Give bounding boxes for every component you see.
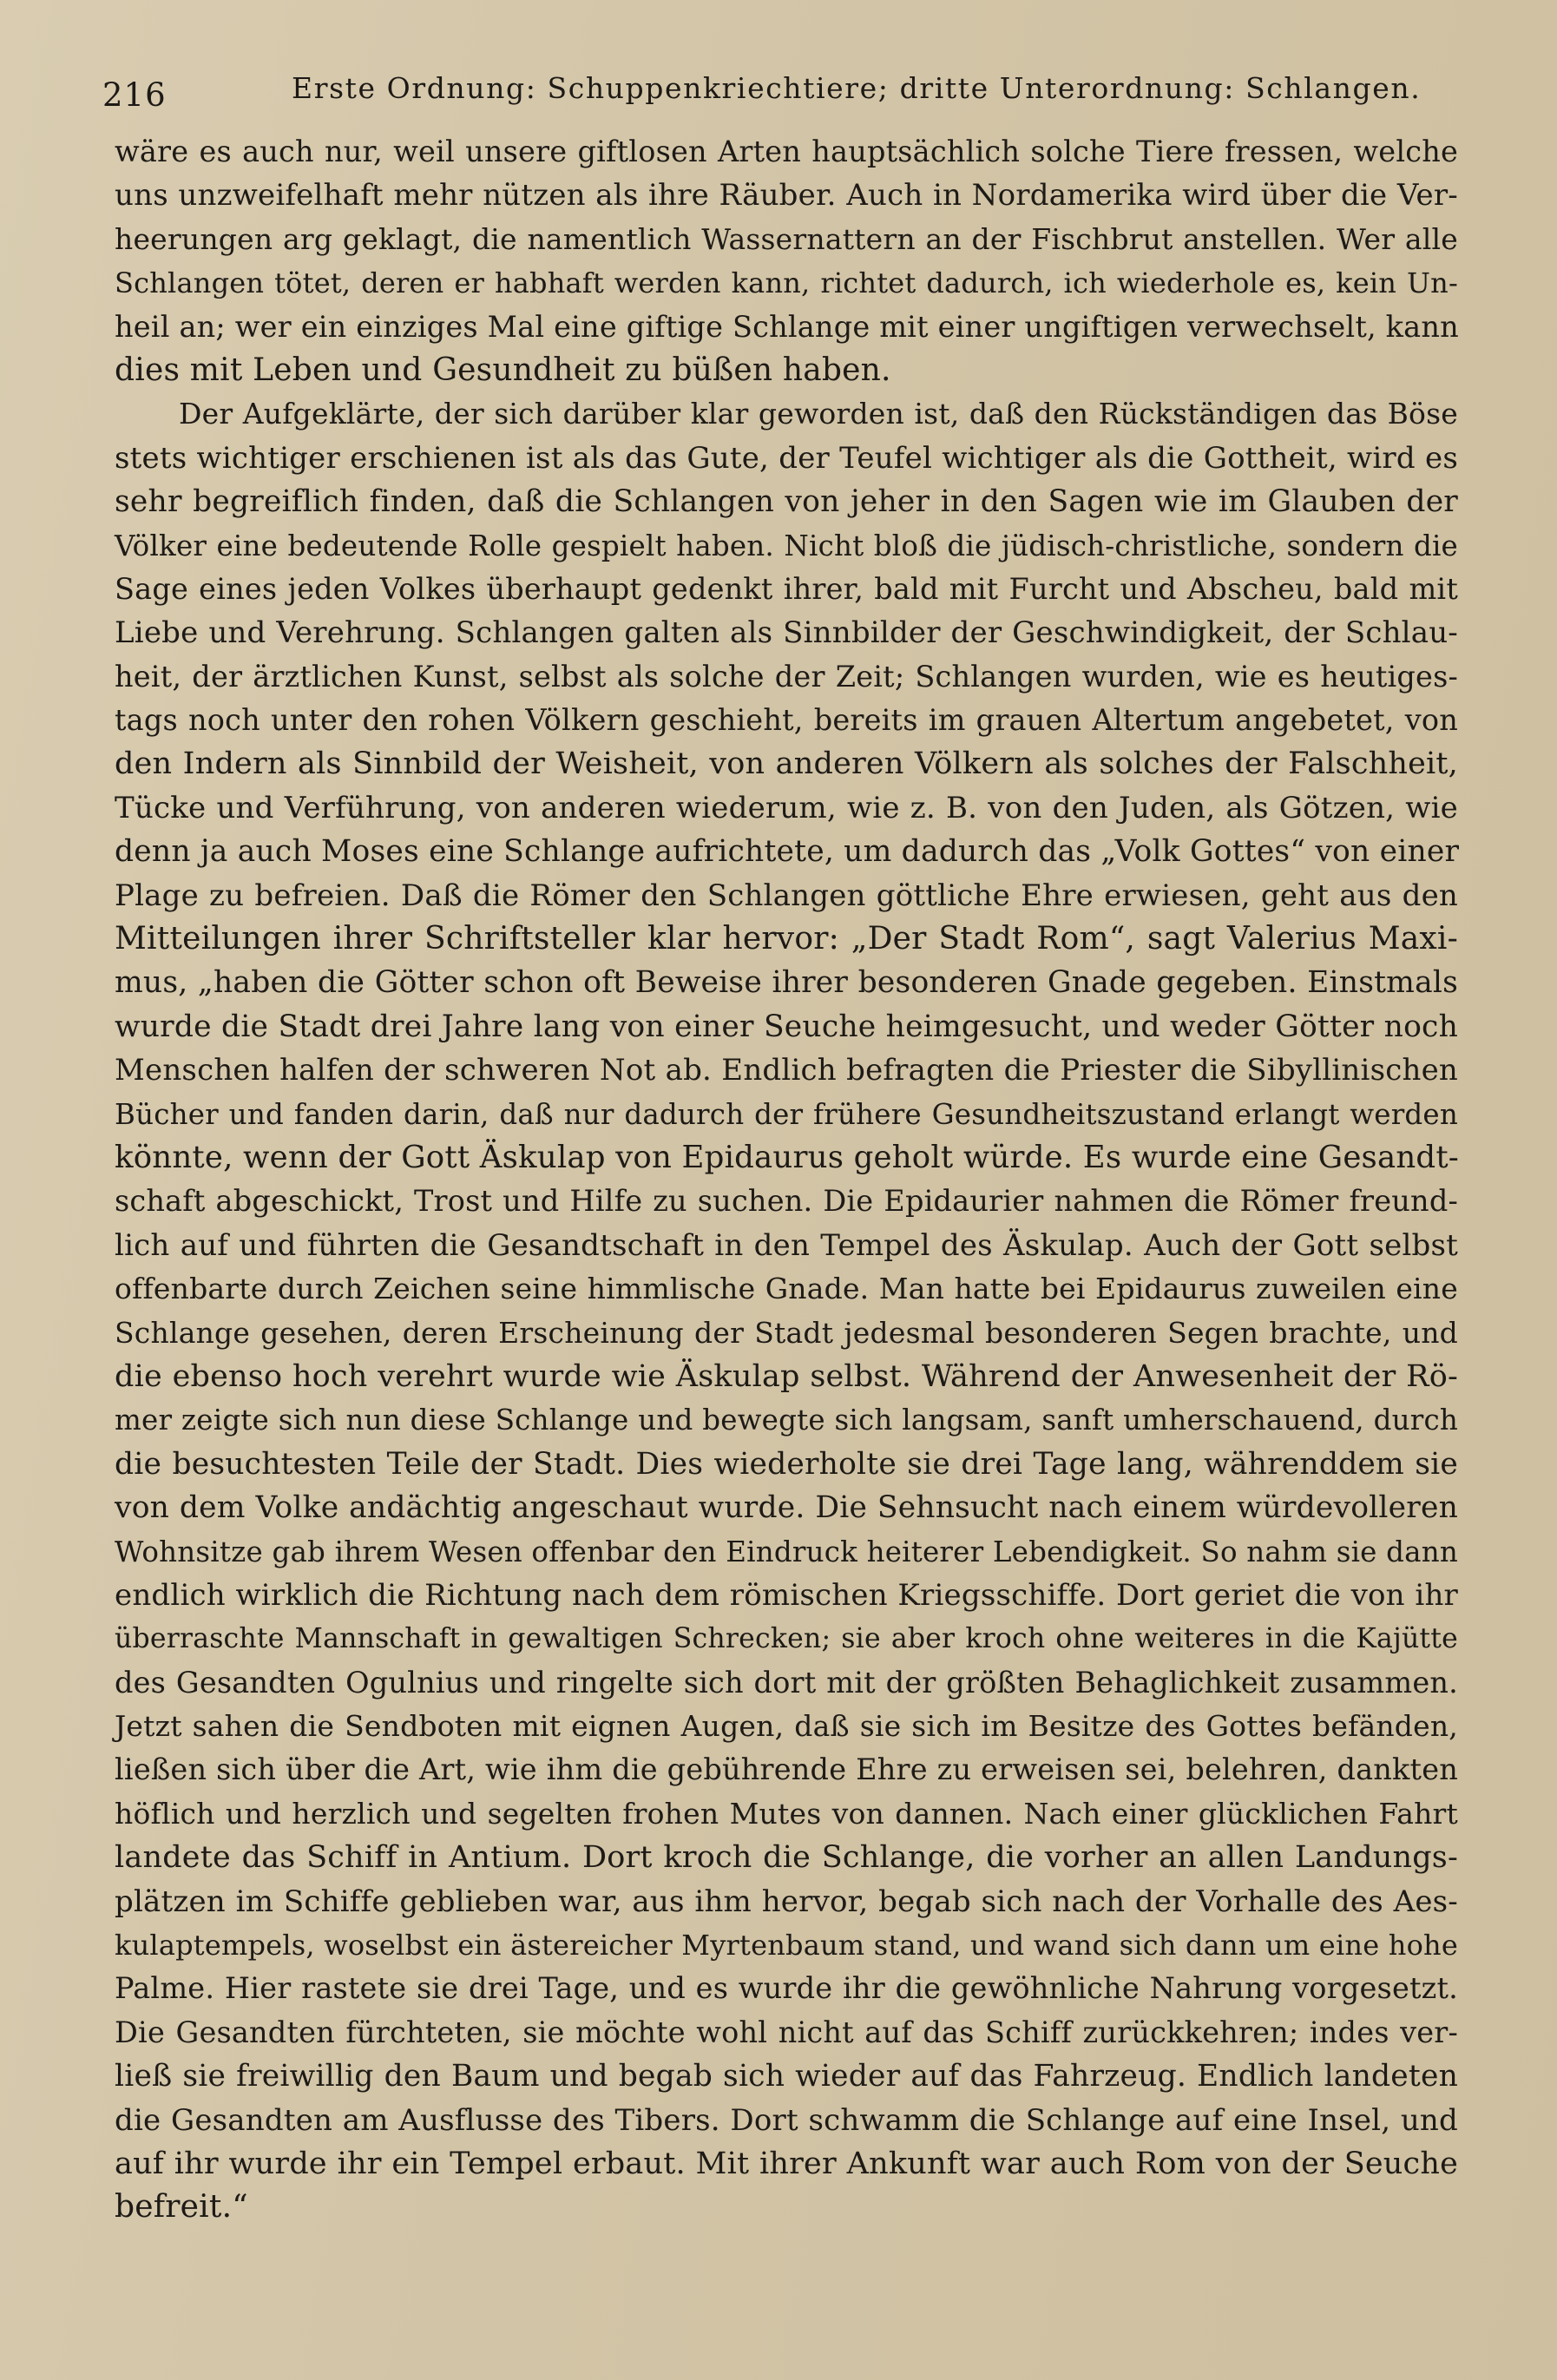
text-line: könnte, wenn der Gott Äskulap von Epidaurus geholt würde. Es wurde eine Gesandt- bbox=[115, 1139, 1459, 1175]
text-line: Schlangen tötet, deren er habhaft werden kann, richtet dadurch, ich wiederhole es, kein Un- bbox=[115, 266, 1458, 300]
paragraph-start-line: Der Aufgeklärte, der sich darüber klar geworden ist, daß den Rückständigen das Böse bbox=[179, 397, 1458, 431]
text-line: höflich und herzlich und segelten frohen Mutes von dannen. Nach einer glücklichen Fahrt bbox=[115, 1796, 1458, 1831]
body-text bbox=[115, 130, 1458, 2230]
text-line: schaft abgeschickt, Trost und Hilfe zu suchen. Die Epidaurier nahmen die Römer freund- bbox=[115, 1184, 1458, 1219]
text-line: wurde die Stadt drei Jahre lang von einer Seuche heimgesucht, und weder Götter noch bbox=[115, 1009, 1458, 1044]
text-line: denn ja auch Moses eine Schlange aufrichtete, um dadurch das „Volk Gottes“ von einer bbox=[115, 834, 1460, 870]
text-line: heit, der ärztlichen Kunst, selbst als solche der Zeit; Schlangen wurden, wie es heutiges- bbox=[115, 659, 1458, 694]
text-line: tags noch unter den rohen Völkern geschieht, bereits im grauen Altertum angebetet, von bbox=[115, 703, 1458, 738]
text-line: mus, „haben die Götter schon oft Beweise ihrer besonderen Gnade gegeben. Einstmals bbox=[115, 965, 1458, 1001]
text-line: dies mit Leben und Gesundheit zu büßen haben. bbox=[115, 352, 891, 388]
text-line: uns unzweifelhaft mehr nützen als ihre Räuber. Auch in Nordamerika wird über die Ver- bbox=[115, 178, 1458, 214]
text-line: Mitteilungen ihrer Schriftsteller klar hervor: „Der Stadt Rom“, sagt Valerius Maxi- bbox=[115, 921, 1458, 957]
text-line: Plage zu befreien. Daß die Römer den Schlangen göttliche Ehre erwiesen, geht aus den bbox=[115, 878, 1458, 913]
text-line: stets wichtiger erschienen ist als das Gute, der Teufel wichtiger als die Gottheit, wird es bbox=[115, 440, 1458, 476]
text-line: Wohnsitze gab ihrem Wesen offenbar den Eindruck heiterer Lebendigkeit. So nahm sie dann bbox=[115, 1535, 1458, 1568]
text-line: von dem Volke andächtig angeschaut wurde. Die Sehnsucht nach einem würdevolleren bbox=[115, 1490, 1458, 1526]
text-line: ließen sich über die Art, wie ihm die gebührende Ehre zu erweisen sei, belehren, dankten bbox=[115, 1752, 1458, 1787]
text-line: Menschen halfen der schweren Not ab. Endlich befragten die Priester die Sibyllinischen bbox=[115, 1053, 1458, 1088]
text-line: wäre es auch nur, weil unsere giftlosen Arten hauptsächlich solche Tiere fressen, welche bbox=[115, 135, 1458, 168]
text-line: kulaptempels, woselbst ein ästereicher Myrtenbaum stand, und wand sich dann um eine hohe bbox=[115, 1929, 1458, 1963]
text-line: endlich wirklich die Richtung nach dem römischen Kriegsschiffe. Dort geriet die von ihr bbox=[115, 1577, 1458, 1613]
text-line: landete das Schiff in Antium. Dort kroch die Schlange, die vorher an allen Landungs- bbox=[115, 1840, 1458, 1876]
page-header bbox=[102, 71, 1456, 123]
text-line: sehr begreiflich finden, daß die Schlangen von jeher in den Sagen wie im Glauben der bbox=[115, 484, 1458, 520]
text-line: befreit.“ bbox=[115, 2189, 248, 2225]
text-line: die Gesandten am Ausflusse des Tibers. Dort schwamm die Schlange auf eine Insel, und bbox=[115, 2102, 1458, 2138]
text-line: Jetzt sahen die Sendboten mit eignen Augen, daß sie sich im Besitze des Gottes befänden, bbox=[115, 1709, 1458, 1744]
text-line: Schlange gesehen, deren Erscheinung der Stadt jedesmal besonderen Segen brachte, und bbox=[115, 1315, 1458, 1350]
text-line: Sage eines jeden Volkes überhaupt gedenkt ihrer, bald mit Furcht und Abscheu, bald mit bbox=[115, 571, 1458, 606]
text-line: heerungen arg geklagt, die namentlich Wassernattern an der Fischbrut anstellen. Wer alle bbox=[115, 221, 1458, 256]
text-line: Palme. Hier rastete sie drei Tage, und es wurde ihr die gewöhnliche Nahrung vorgesetzt. bbox=[115, 1971, 1458, 2006]
text-line: heil an; wer ein einziges Mal eine giftige Schlange mit einer ungiftigen verwechselt, kann bbox=[115, 309, 1459, 344]
text-line: Völker eine bedeutende Rolle gespielt haben. Nicht bloß die jüdisch-christliche, sondern die bbox=[115, 529, 1458, 562]
text-line: überraschte Mannschaft in gewaltigen Schrecken; sie aber kroch ohne weiteres in die Kajütte bbox=[115, 1623, 1458, 1655]
text-line: Liebe und Verehrung. Schlangen galten als Sinnbilder der Geschwindigkeit, der Schlau- bbox=[115, 615, 1458, 651]
text-line: Tücke und Verführung, von anderen wiederum, wie z. B. von den Juden, als Götzen, wie bbox=[115, 790, 1458, 825]
text-line: die besuchtesten Teile der Stadt. Dies wiederholte sie drei Tage lang, währenddem sie bbox=[115, 1446, 1458, 1482]
text-line: auf ihr wurde ihr ein Tempel erbaut. Mit ihrer Ankunft war auch Rom von der Seuche bbox=[115, 2146, 1458, 2181]
running-head: Erste Ordnung: Schuppenkriechtiere; dritte Unterordnung: Schlangen. bbox=[292, 71, 1422, 105]
text-line: ließ sie freiwillig den Baum und begab sich wieder auf das Fahrzeug. Endlich landeten bbox=[115, 2059, 1458, 2094]
text-line: lich auf und führten die Gesandtschaft in den Tempel des Äskulap. Auch der Gott selbst bbox=[115, 1227, 1458, 1263]
text-line: Die Gesandten fürchteten, sie möchte wohl nicht auf das Schiff zurückkehren; indes ver- bbox=[115, 2015, 1458, 2049]
text-line: offenbarte durch Zeichen seine himmlische Gnade. Man hatte bei Epidaurus zuweilen eine bbox=[115, 1272, 1458, 1306]
text-line: Bücher und fanden darin, daß nur dadurch der frühere Gesundheitszustand erlangt werden bbox=[115, 1097, 1458, 1131]
text-line: den Indern als Sinnbild der Weisheit, von anderen Völkern als solches der Falschheit, bbox=[115, 746, 1458, 782]
page-number: 216 bbox=[102, 76, 167, 114]
text-line: die ebenso hoch verehrt wurde wie Äskulap selbst. Während der Anwesenheit der Rö- bbox=[115, 1358, 1458, 1394]
text-line: des Gesandten Ogulnius und ringelte sich dort mit der größten Behaglichkeit zusammen. bbox=[115, 1665, 1458, 1700]
text-line: plätzen im Schiffe geblieben war, aus ihm hervor, begab sich nach der Vorhalle des Aes- bbox=[115, 1884, 1458, 1919]
text-line: mer zeigte sich nun diese Schlange und bewegte sich langsam, sanft umherschauend, durch bbox=[115, 1404, 1458, 1437]
